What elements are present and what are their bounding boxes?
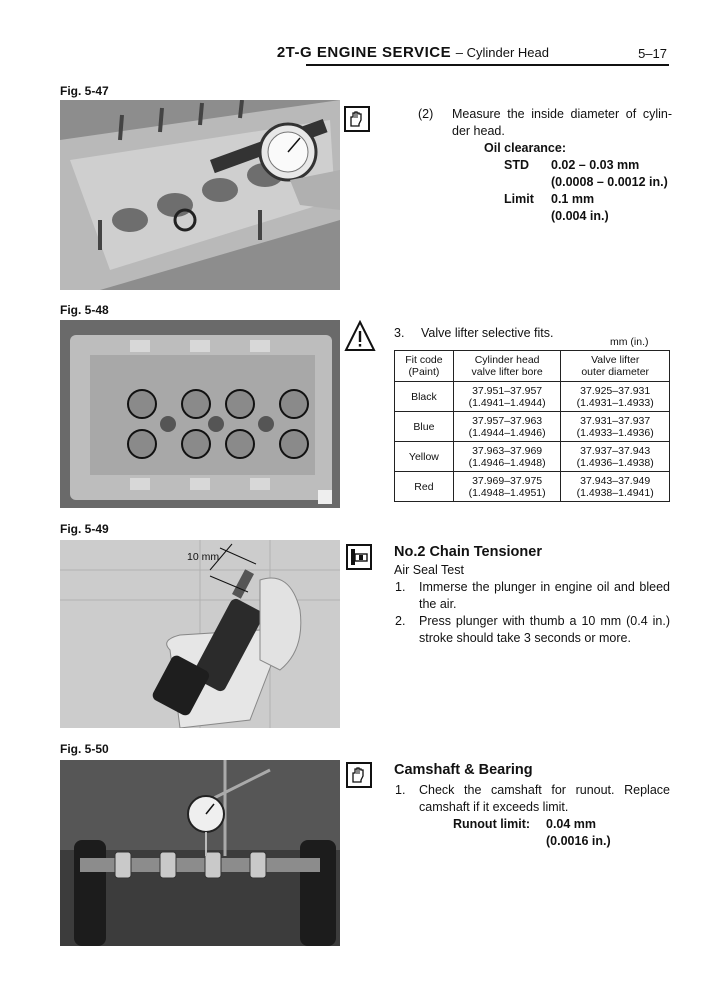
fit-code-cell: Blue	[395, 412, 454, 442]
bore-cell: 37.957–37.963 (1.4944–1.4946)	[453, 412, 561, 442]
camshaft-item-number: 1.	[395, 783, 406, 797]
fig-5-48-label: Fig. 5-48	[60, 303, 109, 317]
lifter-cell: 37.943–37.949 (1.4938–1.4941)	[561, 472, 670, 502]
camshaft-item-line2: camshaft if it exceeds limit.	[419, 800, 569, 814]
valve-lifter-fit-table	[394, 350, 670, 502]
table-row	[395, 382, 670, 412]
hand-inspection-icon	[344, 106, 370, 132]
column-header: Cylinder head valve lifter bore	[453, 351, 561, 382]
tensioner-item-1-line1: Immerse the plunger in engine oil and bleed	[419, 580, 670, 594]
std-mm-value: 0.02 – 0.03 mm	[551, 158, 640, 172]
header-title	[277, 44, 549, 61]
warning-triangle-icon	[344, 320, 376, 352]
column-header: Fit code (Paint)	[395, 351, 454, 382]
step-2-number: (2)	[418, 107, 434, 121]
column-header: Valve lifter outer diameter	[561, 351, 670, 382]
runout-limit-mm: 0.04 mm	[546, 817, 597, 831]
valve-lifter-bore-image	[60, 320, 340, 508]
std-in-value: (0.0008 – 0.0012 in.)	[551, 175, 668, 189]
step-2-text-line2: der head.	[452, 124, 505, 138]
chain-tensioner-test-image	[60, 540, 340, 728]
table-header-row	[395, 351, 670, 382]
lifter-cell: 37.925–37.931 (1.4931–1.4933)	[561, 382, 670, 412]
fig-5-49-label: Fig. 5-49	[60, 522, 109, 536]
camshaft-title: Camshaft & Bearing	[394, 762, 533, 778]
table-units: mm (in.)	[610, 336, 649, 348]
lifter-cell: 37.931–37.937 (1.4933–1.4936)	[561, 412, 670, 442]
cylinder-head-bore-measurement-image	[60, 100, 340, 290]
fig-5-48-photo	[60, 320, 340, 508]
limit-mm-value: 0.1 mm	[551, 192, 595, 206]
bore-cell: 37.963–37.969 (1.4946–1.4948)	[453, 442, 561, 472]
tensioner-subtitle: Air Seal Test	[394, 563, 464, 577]
tensioner-item-2-number: 2.	[395, 614, 406, 628]
runout-limit-in: (0.0016 in.)	[546, 834, 611, 848]
fit-code-cell: Red	[395, 472, 454, 502]
fig-5-47-label: Fig. 5-47	[60, 84, 109, 98]
lifter-cell: 37.937–37.943 (1.4936–1.4938)	[561, 442, 670, 472]
header-subtitle: – Cylinder Head	[455, 45, 549, 60]
table-row	[395, 472, 670, 502]
step-3-text: Valve lifter selective fits.	[421, 326, 554, 340]
bore-cell: 37.969–37.975 (1.4948–1.4951)	[453, 472, 561, 502]
step-2-text-line1: Measure the inside diameter of cylin-	[452, 107, 672, 121]
page-header	[0, 40, 709, 66]
fig-5-47-photo	[60, 100, 340, 290]
fit-code-cell: Black	[395, 382, 454, 412]
table-row	[395, 412, 670, 442]
pressure-test-icon	[346, 544, 372, 570]
fit-code-cell: Yellow	[395, 442, 454, 472]
bore-cell: 37.951–37.957 (1.4941–1.4944)	[453, 382, 561, 412]
std-label: STD	[504, 158, 529, 172]
fig-5-49-annotation: 10 mm	[187, 551, 220, 563]
tensioner-item-1-line2: the air.	[419, 597, 457, 611]
runout-limit-label: Runout limit:	[453, 817, 531, 831]
hand-inspection-icon	[346, 762, 372, 788]
tensioner-title: No.2 Chain Tensioner	[394, 544, 542, 560]
tensioner-item-1-number: 1.	[395, 580, 406, 594]
header-title-main: 2T-G ENGINE SERVICE	[276, 44, 452, 61]
fig-5-50-label: Fig. 5-50	[60, 742, 109, 756]
header-rule	[306, 64, 669, 66]
limit-label: Limit	[504, 192, 534, 206]
table-row	[395, 442, 670, 472]
camshaft-runout-image	[60, 760, 340, 946]
tensioner-item-2-line2: stroke should take 3 seconds or more.	[419, 631, 631, 645]
page-number: 5–17	[638, 46, 667, 61]
step-3-number: 3.	[394, 326, 405, 340]
fig-5-50-photo	[60, 760, 340, 946]
tensioner-item-2-line1: Press plunger with thumb a 10 mm (0.4 in.)	[419, 614, 670, 628]
oil-clearance-label: Oil clearance:	[484, 141, 566, 155]
fig-5-49-photo	[60, 540, 340, 728]
limit-in-value: (0.004 in.)	[551, 209, 609, 223]
camshaft-item-line1: Check the camshaft for runout. Replace	[419, 783, 670, 797]
